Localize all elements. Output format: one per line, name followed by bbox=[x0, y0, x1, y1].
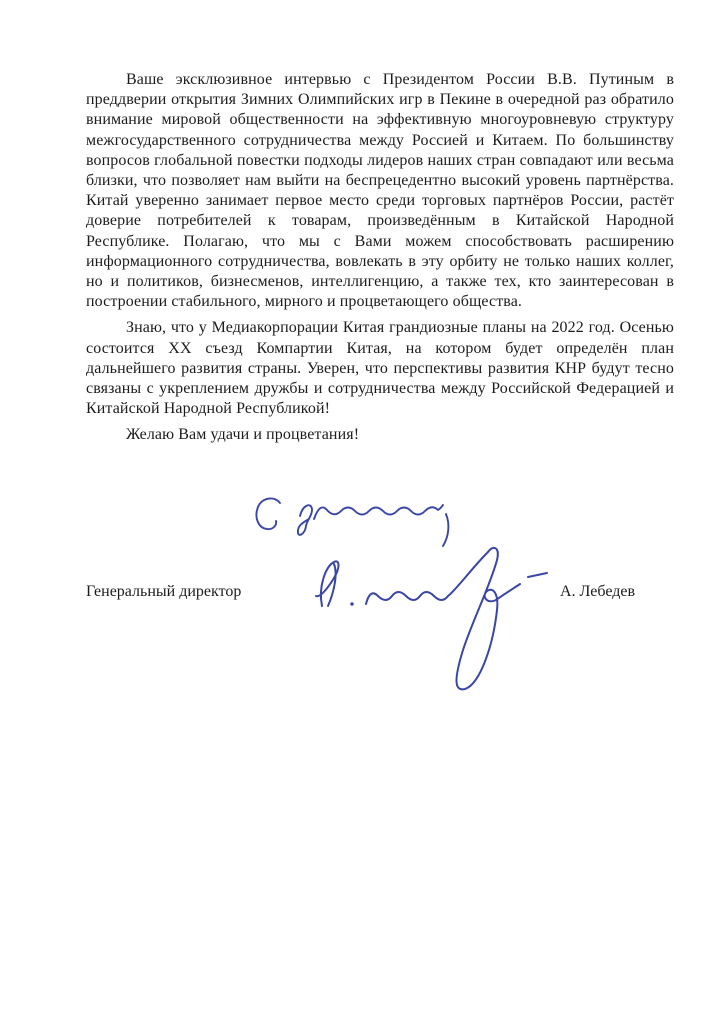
letter-body bbox=[86, 70, 674, 452]
paragraph-plans-2022: Знаю, что у Медиакорпорации Китая грандиозные планы на 2022 год. Осенью состоится XX съезд Компартии Китая, на котором будет определён план дальнейшего развития страны. Уверен, что перспективы развития КНР будут тесно связаны с укреплением дружбы и сотрудничества между Российской Федерацией и Китайской Народной Республикой! bbox=[86, 319, 674, 418]
handwritten-salutation bbox=[248, 494, 468, 554]
signature-autograph bbox=[300, 546, 550, 698]
signer-name: А. Лебедев bbox=[560, 583, 636, 600]
paragraph-wishes: Желаю Вам удачи и процветания! bbox=[126, 426, 360, 444]
paragraph-interview: Ваше эксклюзивное интервью с Президентом России В.В. Путиным в преддверии открытия Зимних Олимпийских игр в Пекине в очередной раз обратило внимание мировой общественности на эффективную многоуровневую структуру межгосударственного сотрудничества между Россией и Китаем. По большинству вопросов глобальной повестки подходы лидеров наших стран совпадают или весьма близки, что позволяет нам выйти на беспрецедентно высокий уровень партнёрства. Китай уверенно занимает первое место среди торговых партнёров России, растёт доверие потребителей к товарам, произведённым в Китайской Народной Республике. Полагаю, что мы с Вами можем способствовать расширению информационного сотрудничества, вовлекать в эту орбиту не только наших коллег, но и политиков, бизнесменов, интеллигенцию, а также тех, кто заинтересован в построении стабильного, мирного и процветающего общества. bbox=[86, 71, 674, 311]
salutation-letter-s bbox=[256, 498, 280, 529]
job-title: Генеральный директор bbox=[86, 583, 242, 600]
signature-initial bbox=[316, 561, 339, 606]
